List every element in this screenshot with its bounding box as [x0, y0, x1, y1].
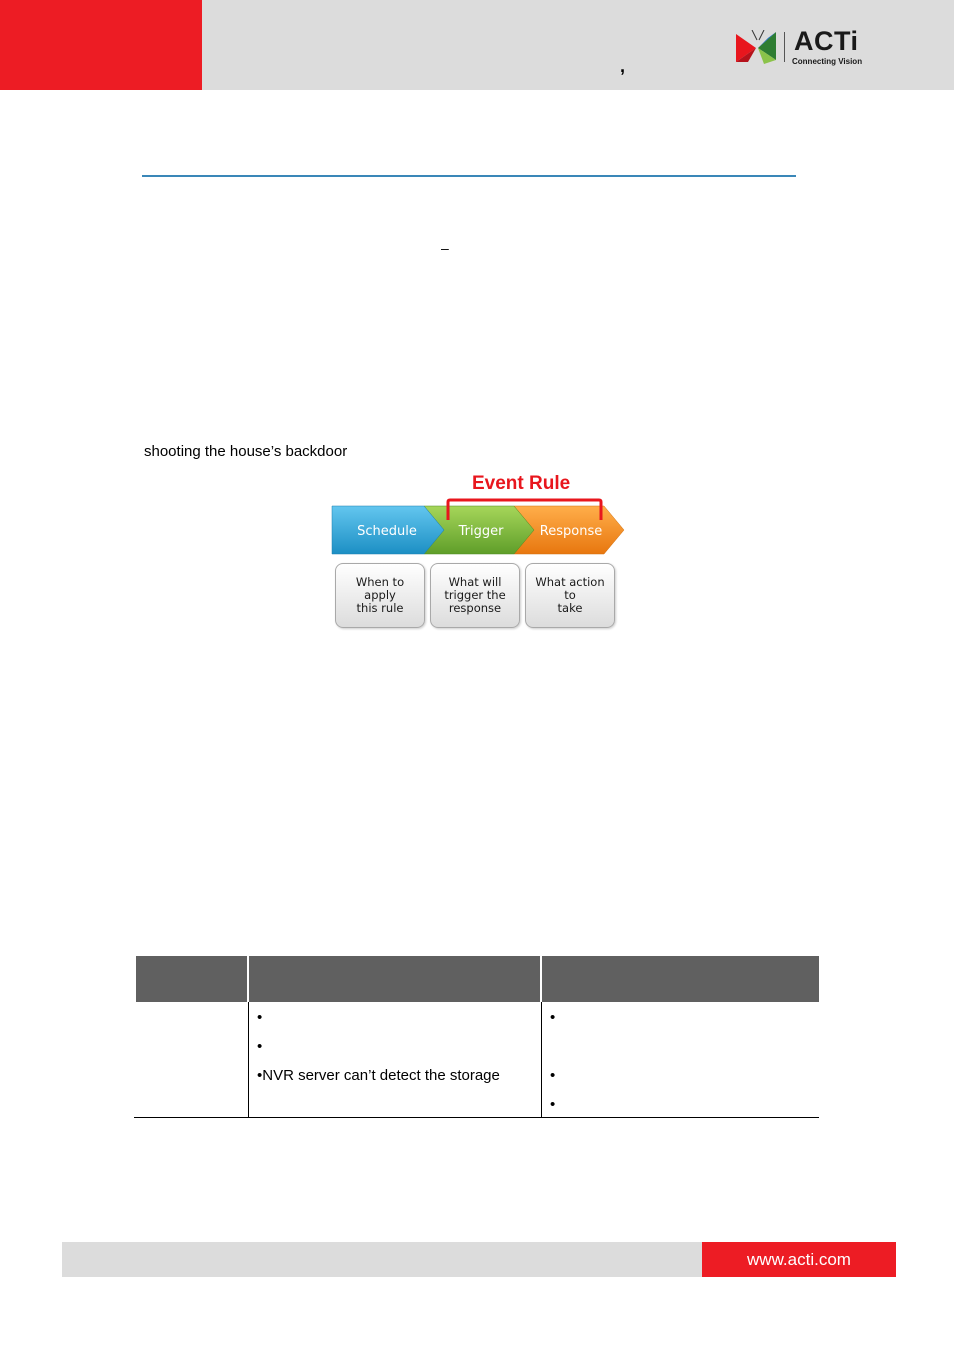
body-caption: shooting the house’s backdoor — [144, 443, 348, 460]
header-red-block — [0, 0, 202, 90]
event-rule-diagram — [330, 470, 630, 635]
event-rule-arrows — [330, 470, 630, 560]
header-comma: , — [620, 56, 626, 76]
table-cell-bullet: • — [550, 1009, 556, 1026]
schedule-label: Schedule — [357, 524, 417, 539]
response-description-box — [525, 563, 615, 628]
trigger-description-line: response — [448, 601, 502, 615]
response-label: Response — [539, 524, 603, 539]
table-cell-text: •NVR server can’t detect the storage — [257, 1067, 500, 1084]
table-cell-bullet: • — [550, 1096, 556, 1113]
schedule-description-line: this rule — [356, 601, 404, 615]
trigger-label: Trigger — [458, 524, 504, 539]
schedule-description-box — [335, 563, 425, 628]
butterfly-logo-icon — [734, 30, 782, 66]
table-column-divider — [541, 1002, 542, 1118]
logo-tagline: Connecting Vision — [792, 57, 863, 66]
schedule-description-line: When to apply — [355, 575, 405, 602]
response-description-line: take — [557, 601, 583, 615]
table-header-row — [136, 956, 819, 1002]
table-cell-bullet: • — [257, 1038, 263, 1055]
logo-divider — [784, 32, 785, 62]
trigger-description-line: trigger the — [444, 588, 506, 602]
table-cell-bullet: • — [550, 1067, 556, 1084]
trigger-description-box — [430, 563, 520, 628]
response-description-line: What action to — [535, 575, 605, 602]
trigger-description-line: What will — [448, 575, 502, 589]
acti-logo — [734, 26, 874, 70]
table-header-divider — [247, 956, 249, 1002]
table-header-divider — [540, 956, 542, 1002]
footer-url-link[interactable]: www.acti.com — [702, 1242, 896, 1277]
logo-text: ACTi — [794, 26, 859, 56]
table-cell-bullet: • — [257, 1009, 263, 1026]
event-rule-title: Event Rule — [472, 473, 571, 494]
body-dash: – — [441, 240, 449, 256]
table-bottom-border — [134, 1117, 819, 1118]
table-column-divider — [248, 1002, 249, 1118]
section-rule — [142, 175, 796, 177]
